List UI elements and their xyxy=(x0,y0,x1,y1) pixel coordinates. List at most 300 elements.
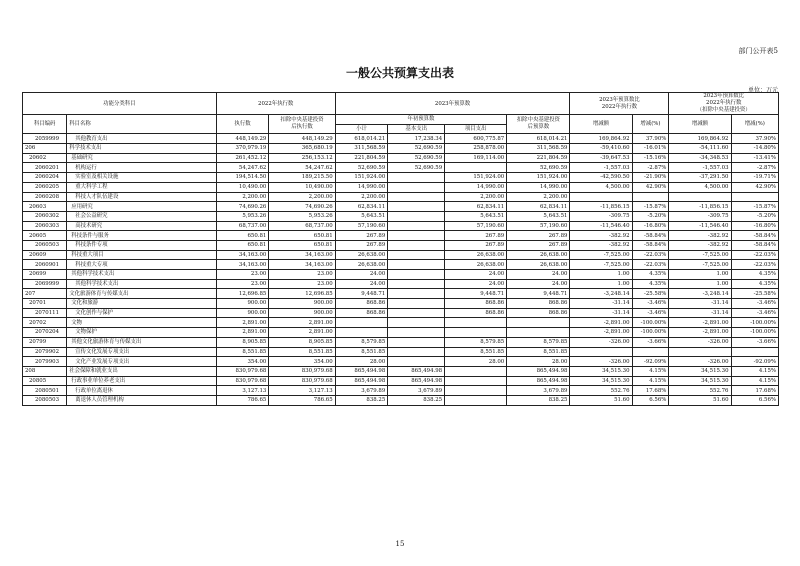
row-value: -326.00 xyxy=(669,357,731,367)
row-value xyxy=(388,279,445,289)
row-name: 科技重大项目 xyxy=(67,250,217,260)
row-value: 26,638.00 xyxy=(335,260,388,270)
row-value: 261,452.12 xyxy=(216,153,269,163)
row-value: -92.09% xyxy=(632,357,669,367)
row-value xyxy=(335,318,388,328)
table-row xyxy=(23,231,779,241)
row-name: 其他教育支出 xyxy=(67,134,217,144)
row-code: 2080501 xyxy=(23,386,67,396)
row-value: 37.90% xyxy=(731,134,779,144)
table-row xyxy=(23,347,779,357)
row-value: -31.14 xyxy=(570,308,632,318)
row-value: -2.87% xyxy=(731,163,779,173)
table-row xyxy=(23,211,779,221)
row-value: -382.92 xyxy=(570,231,632,241)
row-code: 2060208 xyxy=(23,192,67,202)
row-value: 151,924.00 xyxy=(445,173,507,183)
row-value: 868.86 xyxy=(445,308,507,318)
row-name: 实验室及相关设施 xyxy=(67,173,217,183)
row-value: 8,905.85 xyxy=(269,337,335,347)
row-value: 8,579.85 xyxy=(507,337,570,347)
row-value: 23.00 xyxy=(269,270,335,280)
row-value: 62,834.11 xyxy=(335,202,388,212)
row-value: 650.81 xyxy=(269,240,335,250)
row-value: 900.00 xyxy=(216,308,269,318)
row-value: 311,568.59 xyxy=(335,144,388,154)
row-value: 865,494.98 xyxy=(388,376,445,386)
row-code: 208 xyxy=(23,366,67,376)
row-code: 20699 xyxy=(23,270,67,280)
row-value: 370,979.19 xyxy=(216,144,269,154)
table-body xyxy=(23,134,779,405)
row-name: 行政单位离退休 xyxy=(67,386,217,396)
row-name: 其他科学技术支出 xyxy=(67,270,217,280)
row-code: 2079902 xyxy=(23,347,67,357)
row-value: -309.75 xyxy=(669,211,731,221)
row-name: 其他文化旅游体育与传媒支出 xyxy=(67,337,217,347)
row-code: 20605 xyxy=(23,231,67,241)
row-code: 20603 xyxy=(23,202,67,212)
row-value: -382.92 xyxy=(669,231,731,241)
row-value: 14,990.00 xyxy=(445,182,507,192)
row-value: 2,891.00 xyxy=(269,328,335,338)
row-value: 57,190.60 xyxy=(507,221,570,231)
row-value: 311,568.59 xyxy=(507,144,570,154)
row-value: -7,525.00 xyxy=(669,250,731,260)
row-name: 科学技术支出 xyxy=(67,144,217,154)
row-value: 650.81 xyxy=(216,231,269,241)
row-value xyxy=(388,347,445,357)
table-row xyxy=(23,221,779,231)
row-value: 57,190.60 xyxy=(335,221,388,231)
row-value: -382.92 xyxy=(669,240,731,250)
row-value: -31.14 xyxy=(669,308,731,318)
row-value: -31.14 xyxy=(570,299,632,309)
row-value: -15.87% xyxy=(632,202,669,212)
row-name: 宣传文化发展专项支出 xyxy=(67,347,217,357)
row-value: 5,953.26 xyxy=(269,211,335,221)
row-value xyxy=(570,347,632,357)
row-code: 20805 xyxy=(23,376,67,386)
row-value: -25.58% xyxy=(632,289,669,299)
row-name: 科技条件专项 xyxy=(67,240,217,250)
row-name: 科技人才队伍建设 xyxy=(67,192,217,202)
row-value: 34,163.00 xyxy=(216,250,269,260)
row-value: -16.01% xyxy=(632,144,669,154)
row-value: 2,891.00 xyxy=(216,318,269,328)
row-code: 20602 xyxy=(23,153,67,163)
table-row xyxy=(23,289,779,299)
row-value xyxy=(388,260,445,270)
row-value: 74,690.26 xyxy=(216,202,269,212)
header-name: 科目名称 xyxy=(67,115,217,134)
row-value: 5,643.51 xyxy=(507,211,570,221)
row-value xyxy=(570,192,632,202)
row-value: 786.65 xyxy=(269,395,335,405)
row-code: 2080503 xyxy=(23,395,67,405)
row-name: 行政事业单位养老支出 xyxy=(67,376,217,386)
row-code: 2060204 xyxy=(23,173,67,183)
row-value: 37.90% xyxy=(632,134,669,144)
row-value: 900.00 xyxy=(269,299,335,309)
row-value: 830,979.68 xyxy=(216,366,269,376)
row-value: 8,551.85 xyxy=(269,347,335,357)
table-row xyxy=(23,376,779,386)
row-value: 9,448.71 xyxy=(445,289,507,299)
row-value: -382.92 xyxy=(570,240,632,250)
row-name: 科技重大专项 xyxy=(67,260,217,270)
row-value: 1.00 xyxy=(669,270,731,280)
row-value xyxy=(445,318,507,328)
table-row xyxy=(23,144,779,154)
header-exec-ex: 扣除中央基建投资 后执行数 xyxy=(269,115,335,134)
header-code: 科目编码 xyxy=(23,115,67,134)
table-row xyxy=(23,260,779,270)
row-value xyxy=(445,386,507,396)
row-value: 24.00 xyxy=(445,279,507,289)
row-value: 10,490.00 xyxy=(269,182,335,192)
row-value xyxy=(388,231,445,241)
row-value: 8,551.85 xyxy=(507,347,570,357)
row-value: 221,804.59 xyxy=(507,153,570,163)
row-value: 4.35% xyxy=(632,279,669,289)
row-value: 169,864.92 xyxy=(570,134,632,144)
header-exec: 执行数 xyxy=(216,115,269,134)
row-value: 34,163.00 xyxy=(216,260,269,270)
row-value: 267.89 xyxy=(335,231,388,241)
row-value xyxy=(632,192,669,202)
row-value: 34,515.30 xyxy=(669,376,731,386)
row-value: 54,247.62 xyxy=(269,163,335,173)
row-value: -3,248.14 xyxy=(570,289,632,299)
row-value: 23.00 xyxy=(269,279,335,289)
row-code: 20702 xyxy=(23,318,67,328)
row-value: 8,905.85 xyxy=(216,337,269,347)
row-value: 24.00 xyxy=(335,279,388,289)
row-value: 865,494.98 xyxy=(507,366,570,376)
row-value: 830,979.68 xyxy=(269,366,335,376)
row-value xyxy=(388,202,445,212)
table-row xyxy=(23,250,779,260)
row-value: -58.84% xyxy=(731,231,779,241)
row-name: 高技术研究 xyxy=(67,221,217,231)
row-value: 28.00 xyxy=(445,357,507,367)
row-value: 194,514.50 xyxy=(216,173,269,183)
row-value: -15.87% xyxy=(731,202,779,212)
table-row xyxy=(23,134,779,144)
header-budget-ex: 扣除中央基建投资 后预算数 xyxy=(507,115,570,134)
header-change: 增减额 xyxy=(570,115,632,134)
row-value: 838.25 xyxy=(335,395,388,405)
row-value: 552.76 xyxy=(669,386,731,396)
row-value: 900.00 xyxy=(269,308,335,318)
row-value: -25.58% xyxy=(731,289,779,299)
row-value xyxy=(388,221,445,231)
row-value: 34,515.30 xyxy=(570,366,632,376)
row-value: 256,153.12 xyxy=(269,153,335,163)
row-value: 14,990.00 xyxy=(335,182,388,192)
header-category: 功能分类科目 xyxy=(23,93,217,115)
row-value: 42.90% xyxy=(731,182,779,192)
row-value: 4.35% xyxy=(731,270,779,280)
header-exec-2022: 2022年执行数 xyxy=(216,93,335,115)
row-value: 28.00 xyxy=(507,357,570,367)
row-value: -14.80% xyxy=(731,144,779,154)
row-value: 1.00 xyxy=(570,270,632,280)
row-value: 26,638.00 xyxy=(507,260,570,270)
row-value: -2,891.00 xyxy=(669,328,731,338)
table-row xyxy=(23,366,779,376)
table-row xyxy=(23,153,779,163)
row-value: 17,238.34 xyxy=(388,134,445,144)
row-value: 258,878.00 xyxy=(445,144,507,154)
table-row xyxy=(23,202,779,212)
table-row xyxy=(23,337,779,347)
row-name: 文化创作与保护 xyxy=(67,308,217,318)
table-row xyxy=(23,308,779,318)
row-value: 52,690.59 xyxy=(388,153,445,163)
row-value xyxy=(445,366,507,376)
row-value: 10,490.00 xyxy=(216,182,269,192)
row-value: 12,696.85 xyxy=(216,289,269,299)
row-value: -37,291.50 xyxy=(669,173,731,183)
row-name: 文物保护 xyxy=(67,328,217,338)
row-name: 社会保障和就业支出 xyxy=(67,366,217,376)
row-value: -1,557.03 xyxy=(570,163,632,173)
row-value xyxy=(388,299,445,309)
unit-label: 单位：万元 xyxy=(747,87,778,94)
row-value: 26,638.00 xyxy=(445,260,507,270)
row-value: 830,979.68 xyxy=(216,376,269,386)
row-value: 17.68% xyxy=(731,386,779,396)
row-value: 34,163.00 xyxy=(269,260,335,270)
row-value: 5,643.51 xyxy=(335,211,388,221)
row-value xyxy=(388,173,445,183)
row-name: 应用研究 xyxy=(67,202,217,212)
row-name: 离退休人员管理机构 xyxy=(67,395,217,405)
row-value xyxy=(388,211,445,221)
header-pct-ex: 增减(%) xyxy=(731,115,779,134)
row-value: 9,448.71 xyxy=(507,289,570,299)
row-value: 169,864.92 xyxy=(669,134,731,144)
row-value: 26,638.00 xyxy=(507,250,570,260)
row-value: 74,690.26 xyxy=(269,202,335,212)
row-value: 28.00 xyxy=(335,357,388,367)
row-value xyxy=(445,395,507,405)
row-name: 文化产业发展专项支出 xyxy=(67,357,217,367)
table-row xyxy=(23,299,779,309)
row-value: 52,690.59 xyxy=(388,144,445,154)
row-value: 34,515.30 xyxy=(669,366,731,376)
row-value xyxy=(445,163,507,173)
row-value: 3,679.89 xyxy=(335,386,388,396)
row-value: -58.84% xyxy=(731,240,779,250)
row-value: -309.75 xyxy=(570,211,632,221)
row-value: 52,690.59 xyxy=(335,163,388,173)
row-value: 868.86 xyxy=(507,299,570,309)
row-value: 865,494.98 xyxy=(335,366,388,376)
row-value: -2.87% xyxy=(632,163,669,173)
row-value: 267.89 xyxy=(445,240,507,250)
row-value: 650.81 xyxy=(216,240,269,250)
row-value: 267.89 xyxy=(445,231,507,241)
table-row xyxy=(23,357,779,367)
table-row xyxy=(23,182,779,192)
row-value: -59,410.60 xyxy=(570,144,632,154)
row-value: 600,775.87 xyxy=(445,134,507,144)
table-row xyxy=(23,279,779,289)
row-value: -13.41% xyxy=(731,153,779,163)
row-value: 51.60 xyxy=(570,395,632,405)
row-value: 24.00 xyxy=(507,270,570,280)
row-value xyxy=(388,357,445,367)
row-value: -31.14 xyxy=(669,299,731,309)
row-value: 865,494.98 xyxy=(507,376,570,386)
row-value: 68,737.00 xyxy=(216,221,269,231)
row-value: -2,891.00 xyxy=(570,328,632,338)
row-value: 267.89 xyxy=(507,240,570,250)
row-value: 62,834.11 xyxy=(445,202,507,212)
row-value: 12,696.85 xyxy=(269,289,335,299)
table-row xyxy=(23,192,779,202)
row-name: 基础研究 xyxy=(67,153,217,163)
row-value: -3.46% xyxy=(731,308,779,318)
row-name: 其他科学技术支出 xyxy=(67,279,217,289)
row-value: 24.00 xyxy=(335,270,388,280)
row-value: 354.00 xyxy=(269,357,335,367)
row-value: 1.00 xyxy=(669,279,731,289)
row-code: 20799 xyxy=(23,337,67,347)
row-value xyxy=(445,328,507,338)
table-row xyxy=(23,386,779,396)
header-pct: 增减(%) xyxy=(632,115,669,134)
row-value: -5.20% xyxy=(731,211,779,221)
row-value: -326.00 xyxy=(570,337,632,347)
row-value: -7,525.00 xyxy=(570,250,632,260)
row-value: 267.89 xyxy=(507,231,570,241)
row-value xyxy=(388,308,445,318)
row-value: 57,190.60 xyxy=(445,221,507,231)
row-value: 1.00 xyxy=(570,279,632,289)
table-row xyxy=(23,240,779,250)
row-value: -16.80% xyxy=(731,221,779,231)
row-value xyxy=(388,182,445,192)
row-value: 34,515.30 xyxy=(570,376,632,386)
row-value xyxy=(731,347,779,357)
row-value xyxy=(388,192,445,202)
row-name: 文物 xyxy=(67,318,217,328)
row-value: 68,737.00 xyxy=(269,221,335,231)
row-value: 23.00 xyxy=(216,270,269,280)
row-value: 354.00 xyxy=(216,357,269,367)
row-value: -15.16% xyxy=(632,153,669,163)
row-value: 838.25 xyxy=(507,395,570,405)
row-value: -2,891.00 xyxy=(669,318,731,328)
row-code: 207 xyxy=(23,289,67,299)
row-value: -7,525.00 xyxy=(669,260,731,270)
row-value: 868.86 xyxy=(507,308,570,318)
header-subtotal: 小计 xyxy=(335,124,388,134)
header-initial: 年初预算数 xyxy=(335,115,507,125)
row-value: -11,856.15 xyxy=(570,202,632,212)
row-value: 26,638.00 xyxy=(335,250,388,260)
page-number: 15 xyxy=(395,540,405,548)
table-row xyxy=(23,270,779,280)
row-name: 社会公益研究 xyxy=(67,211,217,221)
table-row xyxy=(23,395,779,405)
row-value: 8,579.85 xyxy=(335,337,388,347)
row-value: 42.90% xyxy=(632,182,669,192)
row-value: 650.81 xyxy=(269,231,335,241)
page-title: 一般公共预算支出表 xyxy=(345,66,454,80)
row-value: -22.03% xyxy=(632,260,669,270)
row-value: -7,525.00 xyxy=(570,260,632,270)
row-value: 221,804.59 xyxy=(335,153,388,163)
row-value xyxy=(335,328,388,338)
row-code: 20701 xyxy=(23,299,67,309)
row-value: 52,690.59 xyxy=(507,163,570,173)
row-value: -3.66% xyxy=(731,337,779,347)
row-value: 4,500.00 xyxy=(669,182,731,192)
row-value: 24.00 xyxy=(507,279,570,289)
row-value: 5,643.51 xyxy=(445,211,507,221)
row-value: -100.00% xyxy=(731,328,779,338)
row-code: 2060503 xyxy=(23,240,67,250)
budget-table xyxy=(22,92,779,406)
row-value: 4.15% xyxy=(731,366,779,376)
row-value: 4,500.00 xyxy=(570,182,632,192)
row-value: 618,014.21 xyxy=(507,134,570,144)
row-value: 6.56% xyxy=(632,395,669,405)
row-value: -22.03% xyxy=(731,250,779,260)
row-value: -3.66% xyxy=(632,337,669,347)
table-row xyxy=(23,163,779,173)
row-code: 2060205 xyxy=(23,182,67,192)
row-value: -21.90% xyxy=(632,173,669,183)
row-value: -58.84% xyxy=(632,240,669,250)
row-value: 3,679.89 xyxy=(507,386,570,396)
row-value: 3,127.13 xyxy=(216,386,269,396)
row-value: 2,200.00 xyxy=(216,192,269,202)
row-code: 20609 xyxy=(23,250,67,260)
row-name: 文化旅游体育与传媒支出 xyxy=(67,289,217,299)
row-value: -11,546.40 xyxy=(570,221,632,231)
row-value: 9,448.71 xyxy=(335,289,388,299)
table-row xyxy=(23,318,779,328)
row-value: 267.89 xyxy=(335,240,388,250)
row-value: -326.00 xyxy=(669,337,731,347)
row-name: 文化和旅游 xyxy=(67,299,217,309)
row-value: -42,590.50 xyxy=(570,173,632,183)
row-value: 838.25 xyxy=(388,395,445,405)
header-budget-2023: 2023年预算数 xyxy=(335,93,570,115)
row-value: 365,680.19 xyxy=(269,144,335,154)
row-value: 2,891.00 xyxy=(216,328,269,338)
row-value xyxy=(669,347,731,357)
row-code: 2060201 xyxy=(23,163,67,173)
row-value: 54,247.62 xyxy=(216,163,269,173)
row-value: 4.35% xyxy=(632,270,669,280)
row-value xyxy=(669,192,731,202)
row-value: 169,114.00 xyxy=(445,153,507,163)
row-value: 3,127.13 xyxy=(269,386,335,396)
row-value: 6.56% xyxy=(731,395,779,405)
row-value: -19.71% xyxy=(731,173,779,183)
row-value xyxy=(388,318,445,328)
row-name: 重大科学工程 xyxy=(67,182,217,192)
row-value: 868.86 xyxy=(335,308,388,318)
row-value: 8,551.85 xyxy=(335,347,388,357)
